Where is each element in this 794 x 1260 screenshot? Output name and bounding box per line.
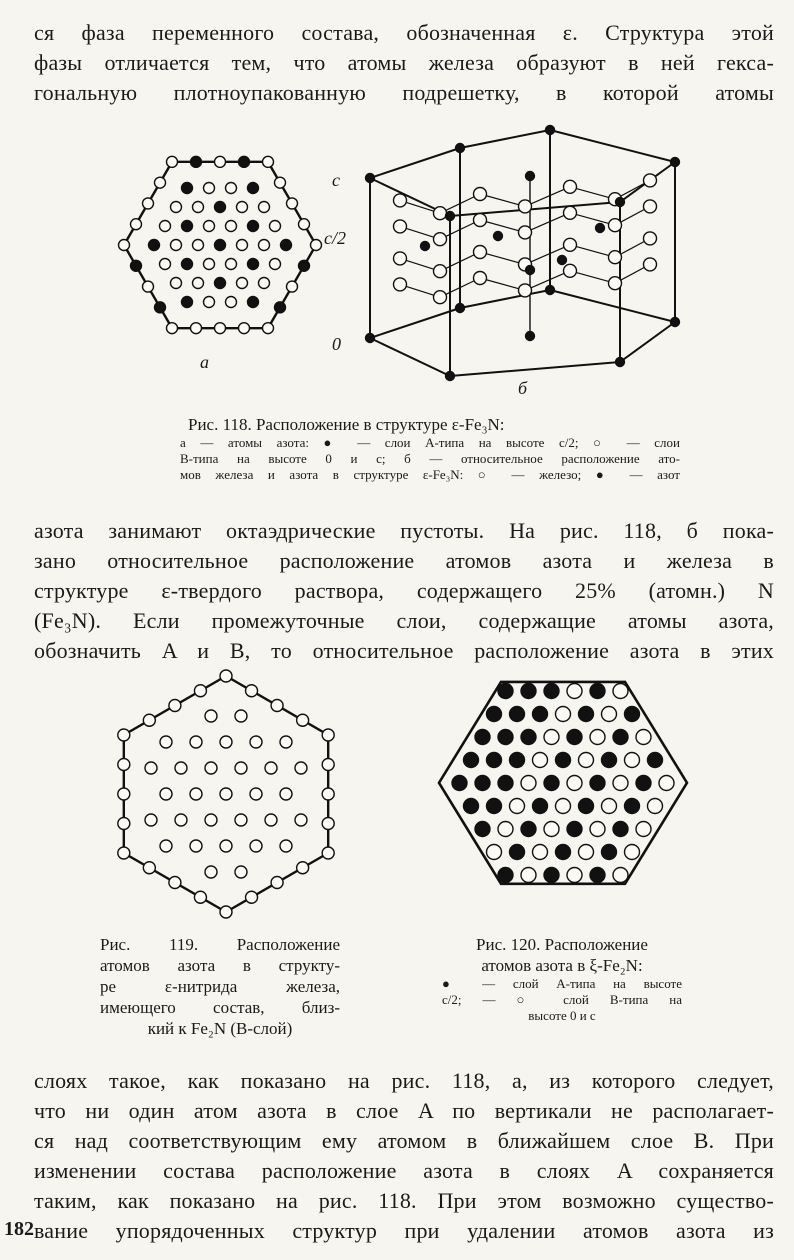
nitrogen-atom-filled <box>544 868 559 883</box>
nitrogen-atom-filled <box>281 240 292 251</box>
caption-line: мов железа и азота в структуре ε-Fe₃N: ○ — железо; ● — азот <box>180 467 680 482</box>
atom-open <box>226 183 237 194</box>
nitrogen-atom-filled <box>248 183 259 194</box>
nitrogen-atom-filled <box>475 730 490 745</box>
atom-open <box>246 685 258 697</box>
atom-open <box>648 799 663 814</box>
atom-open <box>167 323 178 334</box>
lattice-edge <box>550 130 675 162</box>
atom-open <box>160 221 171 232</box>
atom-open <box>118 847 130 859</box>
atom-open <box>564 238 577 251</box>
atom-open <box>271 877 283 889</box>
nitrogen-atom-filled <box>446 372 455 381</box>
nitrogen-atom-filled <box>475 822 490 837</box>
nitrogen-atom-filled <box>366 334 375 343</box>
nitrogen-atom-filled <box>498 684 513 699</box>
atom-open <box>295 762 307 774</box>
nitrogen-atom-filled <box>602 845 617 860</box>
nitrogen-atom-filled <box>498 776 513 791</box>
atom-open <box>118 729 130 741</box>
atom-open <box>239 323 250 334</box>
figure-118b-label: б <box>518 378 528 398</box>
atom-open <box>235 762 247 774</box>
caption-line: ● — слой A-типа на высоте <box>442 976 682 991</box>
nitrogen-atom-filled <box>546 286 555 295</box>
atom-open <box>175 762 187 774</box>
nitrogen-atom-filled <box>149 240 160 251</box>
atom-open <box>613 776 628 791</box>
atom-open <box>474 188 487 201</box>
nitrogen-atom-filled <box>494 232 503 241</box>
atom-open <box>287 198 298 209</box>
atom-open <box>394 252 407 265</box>
nitrogen-atom-filled <box>526 266 535 275</box>
atom-open <box>322 847 334 859</box>
atom-open <box>394 194 407 207</box>
atom-open <box>625 845 640 860</box>
atom-open <box>519 200 532 213</box>
nitrogen-atom-filled <box>131 260 142 271</box>
atom-open <box>602 707 617 722</box>
atom-open <box>590 730 605 745</box>
paragraph-top <box>34 18 774 108</box>
nitrogen-atom-filled <box>456 304 465 313</box>
nitrogen-atom-filled <box>558 256 567 265</box>
nitrogen-atom-filled <box>498 730 513 745</box>
atom-open <box>160 840 172 852</box>
nitrogen-atom-filled <box>544 776 559 791</box>
atom-open <box>625 753 640 768</box>
text-line: азота занимают октаэдрические пустоты. На рис. 118, б пока- <box>34 518 774 543</box>
atom-open <box>544 730 559 745</box>
nitrogen-atom-filled <box>275 302 286 313</box>
lattice-edge <box>550 290 675 322</box>
atom-open <box>322 818 334 830</box>
atom-open <box>636 822 651 837</box>
atom-open <box>235 814 247 826</box>
atom-open <box>226 297 237 308</box>
atom-open <box>297 862 309 874</box>
caption-title: Рис. 118. Расположение в структуре ε-Fe₃N: <box>188 415 505 434</box>
atom-open <box>169 877 181 889</box>
atom-open <box>567 868 582 883</box>
figure-118a-label: а <box>200 352 209 372</box>
atom-open <box>250 788 262 800</box>
atom-open <box>226 259 237 270</box>
nitrogen-atom-filled <box>579 707 594 722</box>
text-line: что ни один атом азота в слое A по вертикали не располагает- <box>34 1098 774 1123</box>
atom-open <box>155 177 166 188</box>
caption-line: кий к Fe₂N (B-слой) <box>147 1019 293 1038</box>
atom-open <box>204 183 215 194</box>
caption-line: имеющего состав, близ- <box>100 998 340 1017</box>
atom-open <box>193 240 204 251</box>
atom-open <box>265 814 277 826</box>
atom-open <box>190 736 202 748</box>
nitrogen-atom-filled <box>182 221 193 232</box>
atom-open <box>205 814 217 826</box>
atom-open <box>194 685 206 697</box>
atom-open <box>579 845 594 860</box>
atom-open <box>250 736 262 748</box>
nitrogen-atom-filled <box>248 259 259 270</box>
nitrogen-atom-filled <box>182 183 193 194</box>
atom-open <box>533 753 548 768</box>
atom-open <box>143 281 154 292</box>
atom-open <box>204 259 215 270</box>
atom-open <box>487 845 502 860</box>
atom-open <box>259 278 270 289</box>
atom-open <box>434 265 447 278</box>
atom-open <box>205 866 217 878</box>
atom-open <box>644 200 657 213</box>
nitrogen-atom-filled <box>182 297 193 308</box>
nitrogen-atom-filled <box>590 868 605 883</box>
nitrogen-atom-filled <box>510 707 525 722</box>
atom-open <box>193 278 204 289</box>
caption-title: Рис. 120. Расположение <box>476 935 648 954</box>
atom-open <box>556 799 571 814</box>
nitrogen-atom-filled <box>590 776 605 791</box>
atom-open <box>237 202 248 213</box>
lattice-edge <box>525 213 570 233</box>
atom-open <box>519 226 532 239</box>
caption-line: c/2; — ○ слой B-типа на <box>442 992 682 1007</box>
nitrogen-atom-filled <box>613 730 628 745</box>
atom-open <box>434 207 447 220</box>
atom-open <box>590 822 605 837</box>
atom-open <box>280 840 292 852</box>
text-line: (Fe₃N). Если промежуточные слои, содержащие атомы азота, <box>34 608 774 633</box>
atom-open <box>521 776 536 791</box>
atom-open <box>322 729 334 741</box>
nitrogen-atom-filled <box>487 799 502 814</box>
atom-open <box>171 202 182 213</box>
nitrogen-atom-filled <box>556 845 571 860</box>
atom-open <box>175 814 187 826</box>
figure-118b-lattice <box>330 118 710 388</box>
atom-open <box>474 246 487 259</box>
nitrogen-atom-filled <box>191 156 202 167</box>
nitrogen-atom-filled <box>446 212 455 221</box>
atom-open <box>167 156 178 167</box>
atom-open <box>194 891 206 903</box>
atom-open <box>498 822 513 837</box>
nitrogen-atom-filled <box>544 684 559 699</box>
atom-open <box>510 799 525 814</box>
atom-open <box>544 822 559 837</box>
atom-open <box>434 291 447 304</box>
nitrogen-atom-filled <box>456 144 465 153</box>
atom-open <box>613 868 628 883</box>
nitrogen-atom-filled <box>487 707 502 722</box>
atom-open <box>521 868 536 883</box>
caption-line: атомов азота в структу- <box>100 956 340 975</box>
text-line: ся над соответствующим ему атомом в ближайшем слое B. При <box>34 1128 774 1153</box>
nitrogen-atom-filled <box>521 730 536 745</box>
figure-118-caption <box>180 414 680 483</box>
lattice-edge <box>370 308 460 338</box>
text-line: ся фаза переменного состава, обозначенная ε. Структура этой <box>34 20 774 45</box>
nitrogen-atom-filled <box>215 240 226 251</box>
caption-line: Рис. 119. Расположение <box>100 935 340 954</box>
nitrogen-atom-filled <box>590 684 605 699</box>
nitrogen-atom-filled <box>567 822 582 837</box>
atom-open <box>259 202 270 213</box>
atom-open <box>609 277 622 290</box>
atom-open <box>220 788 232 800</box>
atom-open <box>636 730 651 745</box>
nitrogen-atom-filled <box>299 260 310 271</box>
atom-open <box>275 177 286 188</box>
atom-open <box>205 710 217 722</box>
atom-open <box>160 259 171 270</box>
nitrogen-atom-filled <box>636 776 651 791</box>
nitrogen-atom-filled <box>556 753 571 768</box>
nitrogen-atom-filled <box>526 332 535 341</box>
nitrogen-atom-filled <box>533 799 548 814</box>
paragraph-bottom <box>34 1066 774 1246</box>
nitrogen-atom-filled <box>533 707 548 722</box>
atom-open <box>118 759 130 771</box>
atom-open <box>143 198 154 209</box>
nitrogen-atom-filled <box>248 297 259 308</box>
nitrogen-atom-filled <box>567 730 582 745</box>
nitrogen-atom-filled <box>487 753 502 768</box>
atom-open <box>474 272 487 285</box>
atom-open <box>190 840 202 852</box>
nitrogen-atom-filled <box>248 221 259 232</box>
atom-open <box>644 258 657 271</box>
text-line: изменении состава расположение азота в слоях A сохраняется <box>34 1158 774 1183</box>
nitrogen-atom-filled <box>671 318 680 327</box>
atom-open <box>297 714 309 726</box>
atom-open <box>659 776 674 791</box>
caption-line: а — атомы азота: ● — слои A-типа на высоте c/2; ○ — слои <box>180 435 680 450</box>
atom-open <box>644 174 657 187</box>
nitrogen-atom-filled <box>613 822 628 837</box>
atom-open <box>609 219 622 232</box>
atom-open <box>519 284 532 297</box>
atom-open <box>280 736 292 748</box>
atom-open <box>204 297 215 308</box>
atom-open <box>191 323 202 334</box>
atom-open <box>119 240 130 251</box>
axis-label-zero: 0 <box>332 334 341 354</box>
figure-119-hexagon <box>104 668 348 920</box>
text-line: гональную плотноупакованную подрешетку, в которой атомы <box>34 80 774 105</box>
atom-open <box>533 845 548 860</box>
atom-open <box>215 156 226 167</box>
nitrogen-atom-filled <box>182 259 193 270</box>
atom-open <box>220 840 232 852</box>
atom-open <box>131 219 142 230</box>
atom-open <box>602 799 617 814</box>
nitrogen-atom-filled <box>510 845 525 860</box>
atom-open <box>205 762 217 774</box>
caption-line: B-типа на высоте 0 и c; б — относительное расположение ато- <box>180 451 680 466</box>
atom-open <box>143 862 155 874</box>
atom-open <box>556 707 571 722</box>
lattice-edge <box>450 202 620 216</box>
nitrogen-atom-filled <box>421 242 430 251</box>
nitrogen-atom-filled <box>616 198 625 207</box>
nitrogen-atom-filled <box>526 172 535 181</box>
figure-120-caption <box>442 934 682 1024</box>
atom-open <box>220 736 232 748</box>
text-line: зано относительное расположение атомов азота и железа в <box>34 548 774 573</box>
atom-open <box>394 278 407 291</box>
caption-line: ре ε-нитрида железа, <box>100 977 340 996</box>
axis-label-c: c <box>332 170 340 190</box>
atom-open <box>118 788 130 800</box>
atom-open <box>169 700 181 712</box>
atom-open <box>564 264 577 277</box>
nitrogen-atom-filled <box>215 278 226 289</box>
page-number: 182 <box>4 1218 34 1240</box>
atom-open <box>237 240 248 251</box>
nitrogen-atom-filled <box>521 822 536 837</box>
atom-open <box>235 710 247 722</box>
atom-open <box>265 762 277 774</box>
nitrogen-atom-filled <box>671 158 680 167</box>
atom-open <box>250 840 262 852</box>
atom-open <box>579 753 594 768</box>
atom-open <box>237 278 248 289</box>
atom-open <box>118 818 130 830</box>
nitrogen-atom-filled <box>366 174 375 183</box>
figure-118a-hexagon <box>110 150 330 350</box>
lattice-edge <box>460 290 550 308</box>
atom-open <box>246 891 258 903</box>
atom-open <box>190 788 202 800</box>
text-line: таким, как показано на рис. 118. При этом возможно существо- <box>34 1188 774 1213</box>
atom-open <box>143 714 155 726</box>
nitrogen-atom-filled <box>546 126 555 135</box>
atom-open <box>564 180 577 193</box>
atom-open <box>263 323 274 334</box>
nitrogen-atom-filled <box>648 753 663 768</box>
atom-open <box>613 684 628 699</box>
atom-open <box>220 906 232 918</box>
nitrogen-atom-filled <box>602 753 617 768</box>
lattice-edge <box>460 130 550 148</box>
atom-open <box>235 866 247 878</box>
atom-open <box>644 232 657 245</box>
atom-open <box>204 221 215 232</box>
atom-open <box>271 700 283 712</box>
nitrogen-atom-filled <box>464 799 479 814</box>
atom-open <box>145 762 157 774</box>
atom-open <box>280 788 292 800</box>
nitrogen-atom-filled <box>625 707 640 722</box>
atom-open <box>295 814 307 826</box>
text-line: фазы отличается тем, что атомы железа образуют в ней гекса- <box>34 50 774 75</box>
figure-120-hexagon <box>428 664 698 902</box>
atom-open <box>564 206 577 219</box>
text-line: вание упорядоченных структур при удалении атомов азота из <box>34 1218 774 1243</box>
lattice-edge <box>525 187 570 207</box>
paragraph-middle <box>34 516 774 666</box>
atom-open <box>322 788 334 800</box>
nitrogen-atom-filled <box>498 868 513 883</box>
atom-open <box>299 219 310 230</box>
atom-open <box>160 736 172 748</box>
atom-open <box>226 221 237 232</box>
nitrogen-atom-filled <box>521 684 536 699</box>
atom-open <box>567 776 582 791</box>
axis-label-c-half: c/2 <box>324 228 346 248</box>
atom-open <box>160 788 172 800</box>
text-line: слоях такое, как показано на рис. 118, а, из которого следует, <box>34 1068 774 1093</box>
nitrogen-atom-filled <box>155 302 166 313</box>
atom-open <box>474 214 487 227</box>
nitrogen-atom-filled <box>625 799 640 814</box>
lattice-edge <box>370 148 460 178</box>
atom-open <box>270 221 281 232</box>
atom-open <box>567 684 582 699</box>
atom-open <box>394 220 407 233</box>
atom-open <box>270 259 281 270</box>
atom-open <box>215 323 226 334</box>
atom-open <box>220 670 232 682</box>
caption-line: высоте 0 и c <box>528 1008 596 1023</box>
atom-open <box>145 814 157 826</box>
atom-open <box>609 251 622 264</box>
text-line: обозначить A и B, то относительное расположение азота в этих <box>34 638 774 663</box>
atom-open <box>171 240 182 251</box>
atom-open <box>287 281 298 292</box>
nitrogen-atom-filled <box>596 224 605 233</box>
atom-open <box>171 278 182 289</box>
figure-119-caption <box>100 934 340 1039</box>
atom-open <box>434 233 447 246</box>
lattice-edge <box>450 362 620 376</box>
nitrogen-atom-filled <box>579 799 594 814</box>
lattice-edge <box>620 322 675 362</box>
nitrogen-atom-filled <box>215 202 226 213</box>
atom-open <box>193 202 204 213</box>
nitrogen-atom-filled <box>510 753 525 768</box>
atom-open <box>322 759 334 771</box>
nitrogen-atom-filled <box>452 776 467 791</box>
nitrogen-atom-filled <box>475 776 490 791</box>
nitrogen-atom-filled <box>464 753 479 768</box>
text-line: структуре ε-твердого раствора, содержащего 25% (атомн.) N <box>34 578 774 603</box>
nitrogen-atom-filled <box>239 156 250 167</box>
nitrogen-atom-filled <box>616 358 625 367</box>
caption-title: атомов азота в ξ-Fe₂N: <box>481 956 643 975</box>
atom-open <box>263 156 274 167</box>
atom-open <box>311 240 322 251</box>
lattice-edge <box>370 338 450 376</box>
atom-open <box>259 240 270 251</box>
